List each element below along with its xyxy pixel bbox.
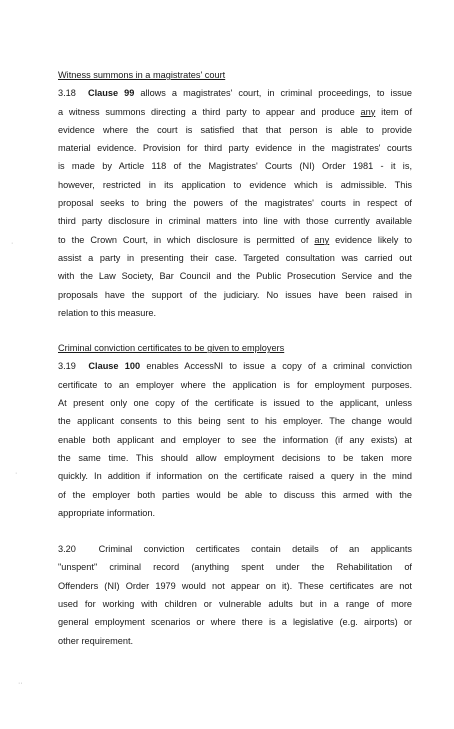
section-certificate-contents [58,540,412,650]
paragraph-line: evidence where the court is satisfied that that person is able to provide [58,124,412,135]
paragraph-line: quickly. In addition if information on the certificate raised a query in the mind [58,471,412,482]
paragraph-line: Offenders (NI) Order 1979 would not appear on it). These certificates are not [58,580,412,591]
paragraph-3-20 [58,540,412,650]
paragraph-line: third party disclosure in criminal matters into line with those currently available [58,216,412,227]
paragraph-line: proposals have the support of the judiciary. No issues have been raised in [58,289,412,300]
paragraph-line: 3.20 Criminal conviction certificates contain details of an applicants [58,544,412,555]
clause-reference: Clause 100 [88,361,141,372]
paragraph-line: At present only one copy of the certificate is issued to the applicant, unless [58,398,412,409]
scan-speck: · [11,240,14,247]
paragraph-line: is made by Article 118 of the Magistrates' Courts (NI) Order 1981 - it is, [58,161,412,172]
paragraph-line: to the Crown Court, in which disclosure is permitted of any evidence likely to [58,234,412,245]
section-heading: Criminal conviction certificates to be given to employers [58,343,285,354]
paragraph-line: however, restricted in its application to evidence which is admissible. This [58,179,412,190]
paragraph-line: a witness summons directing a third party to appear and produce any item of [58,106,412,117]
paragraph-line: with the Law Society, Bar Council and the Public Prosecution Service and the [58,271,412,282]
paragraph-line: the same time. This should allow employment decisions to be taken more [58,452,412,463]
paragraph-line: certificate to an employer where the application is for employment purposes. [58,379,412,390]
paragraph-number: 3.19 [58,361,89,372]
paragraph-line: enable both applicant and employer to see the information (if any exists) at [58,434,412,445]
scan-speck: ·· [18,680,23,687]
paragraph-line: 3.19 Clause 100 enables AccessNI to issue a copy of a criminal conviction [58,361,412,372]
paragraph-number: 3.20 [58,544,99,555]
paragraph-line: proposal seeks to bring the powers of the magistrates' courts in respect of [58,198,412,209]
paragraph-line: assist a party in presenting their case. Targeted consultation was carried out [58,252,412,263]
paragraph-line: 3.18 Clause 99 allows a magistrates' court, in criminal proceedings, to issue [58,88,412,99]
paragraph-line: used for working with children or vulnerable adults but in a range of more [58,599,412,610]
clause-reference: Clause 99 [87,88,135,99]
paragraph-line: appropriate information. [58,507,156,518]
paragraph-3-18 [58,84,412,322]
underlined-word: any [314,234,330,245]
paragraph-line: "unspent" criminal record (anything spent under the Rehabilitation of [58,562,412,573]
underlined-word: any [360,106,376,117]
paragraph-number: 3.18 [58,88,88,99]
paragraph-line: of the employer both parties would be able to discuss this armed with the [58,489,412,500]
paragraph-line: the applicant consents to this being sent to his employer. The change would [58,416,412,427]
section-witness-summons [58,66,412,322]
scan-speck: · [15,470,18,477]
paragraph-line: general employment scenarios or where there is a legislative (e.g. airports) or [58,617,412,628]
section-conviction-certificates [58,339,412,522]
paragraph-line: other requirement. [58,635,134,646]
document-body [58,66,412,650]
paragraph-3-19 [58,357,412,522]
paragraph-line: material evidence. Provision for third party evidence in the magistrates' courts [58,143,412,154]
section-heading: Witness summons in a magistrates' court [58,70,226,80]
paragraph-line: relation to this measure. [58,307,157,318]
